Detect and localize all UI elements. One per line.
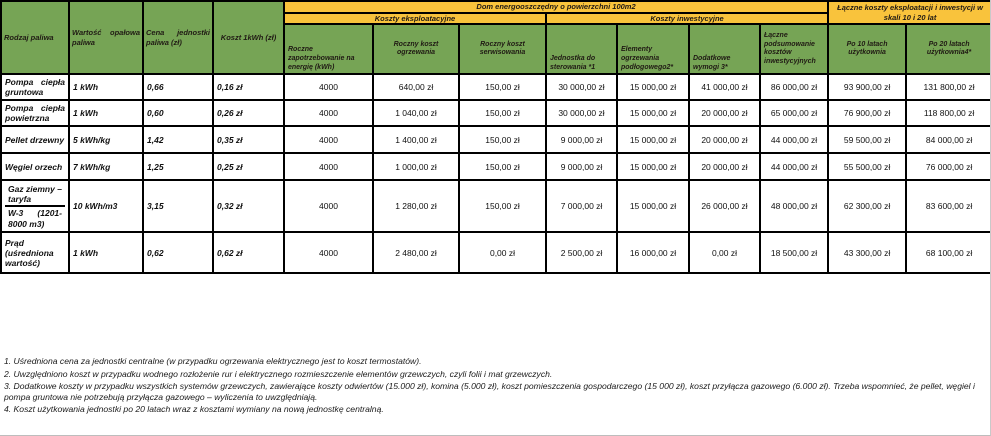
header-floor-heating: Elementy ogrzewania podłogowego2*	[617, 24, 689, 74]
cell-fuel	[1, 180, 69, 232]
cell-investment_total: 48 000,00 zł	[760, 180, 828, 232]
cell-cost_kwh: 0,32 zł	[213, 180, 284, 232]
cell-floor_heating: 15 000,00 zł	[617, 100, 689, 126]
cell-cost_kwh: 0,35 zł	[213, 126, 284, 153]
cell-cost_kwh: 0,25 zł	[213, 153, 284, 180]
cell-unit_price: 3,15	[143, 180, 213, 232]
cell-annual_energy: 4000	[284, 180, 373, 232]
header-investment-group: Koszty inwestycyjne	[546, 13, 828, 24]
header-house-group: Dom energooszczędny o powierzchni 100m2	[284, 1, 828, 13]
fuel-name-primary: Gaz ziemny – taryfa	[8, 184, 62, 205]
table-row	[1, 74, 991, 100]
header-exploitation-group: Koszty eksploatacyjne	[284, 13, 546, 24]
table-body	[1, 74, 991, 273]
cell-unit_price: 0,62	[143, 232, 213, 273]
header-after-10-years: Po 10 latach użytkownia	[828, 24, 906, 74]
header-additional-requirements: Dodatkowe wymogi 3*	[689, 24, 760, 74]
cell-heating_value: 7 kWh/kg	[69, 153, 143, 180]
cell-control_unit: 2 500,00 zł	[546, 232, 617, 273]
cell-annual_service_cost: 150,00 zł	[459, 153, 546, 180]
cell-annual_heating_cost: 640,00 zł	[373, 74, 459, 100]
cell-annual_service_cost: 150,00 zł	[459, 126, 546, 153]
header-cost-per-kwh: Koszt 1kWh (zł)	[213, 1, 284, 74]
footnote: 2. Uwzględniono koszt w przypadku wodnego rozłożenie rur i elektrycznego rozmieszczenie elementów grzewczych, czyli folii i mat grzewczych.	[4, 368, 553, 379]
cell-annual_heating_cost: 1 040,00 zł	[373, 100, 459, 126]
cell-annual_service_cost: 150,00 zł	[459, 180, 546, 232]
table-row	[1, 232, 991, 273]
cell-fuel: Pompa ciepła powietrzna	[1, 100, 69, 126]
cell-control_unit: 30 000,00 zł	[546, 74, 617, 100]
cell-after_10: 59 500,00 zł	[828, 126, 906, 153]
cell-unit_price: 0,66	[143, 74, 213, 100]
header-band-top	[1, 1, 991, 13]
header-control-unit: Jednostka do sterowania *1	[546, 24, 617, 74]
cell-floor_heating: 15 000,00 zł	[617, 126, 689, 153]
cell-unit_price: 1,25	[143, 153, 213, 180]
cell-after_20: 84 000,00 zł	[906, 126, 991, 153]
cell-heating_value: 10 kWh/m3	[69, 180, 143, 232]
cell-additional: 20 000,00 zł	[689, 153, 760, 180]
table-row	[1, 100, 991, 126]
cell-after_20: 83 600,00 zł	[906, 180, 991, 232]
cell-floor_heating: 15 000,00 zł	[617, 74, 689, 100]
cell-after_20: 131 800,00 zł	[906, 74, 991, 100]
cell-investment_total: 18 500,00 zł	[760, 232, 828, 273]
footnote: 1. Uśredniona cena za jednostki centralne (w przypadku ogrzewania elektrycznego jest to koszt termostatów).	[4, 356, 422, 367]
header-annual-service-cost: Roczny koszt serwisowania	[459, 24, 546, 74]
cell-floor_heating: 16 000,00 zł	[617, 232, 689, 273]
cell-annual_heating_cost: 2 480,00 zł	[373, 232, 459, 273]
cell-heating_value: 1 kWh	[69, 100, 143, 126]
footnote: 4. Koszt użytkowania jednostki po 20 latach wraz z kosztami wymiany na nową jednostkę centralną.	[4, 404, 384, 415]
table-row	[1, 153, 991, 180]
cell-after_10: 76 900,00 zł	[828, 100, 906, 126]
table-row	[1, 180, 991, 232]
cell-additional: 41 000,00 zł	[689, 74, 760, 100]
cell-after_10: 93 900,00 zł	[828, 74, 906, 100]
cell-annual_energy: 4000	[284, 100, 373, 126]
cell-annual_heating_cost: 1 000,00 zł	[373, 153, 459, 180]
cell-additional: 20 000,00 zł	[689, 100, 760, 126]
cell-cost_kwh: 0,26 zł	[213, 100, 284, 126]
cell-annual_energy: 4000	[284, 74, 373, 100]
cell-cost_kwh: 0,16 zł	[213, 74, 284, 100]
cell-annual_energy: 4000	[284, 126, 373, 153]
header-fuel-type: Rodzaj paliwa	[1, 1, 69, 74]
header-after-20-years: Po 20 latach użytkownia4*	[906, 24, 991, 74]
fuel-name-tariff: W-3 (1201-8000 m3)	[5, 205, 65, 229]
cell-after_10: 43 300,00 zł	[828, 232, 906, 273]
cell-heating_value: 1 kWh	[69, 232, 143, 273]
cell-fuel: Prąd (uśredniona wartość)	[1, 232, 69, 273]
cell-unit_price: 1,42	[143, 126, 213, 153]
cell-control_unit: 9 000,00 zł	[546, 126, 617, 153]
cell-investment_total: 86 000,00 zł	[760, 74, 828, 100]
header-annual-energy: Roczne zapotrzebowanie na energię (kWh)	[284, 24, 373, 74]
cell-control_unit: 30 000,00 zł	[546, 100, 617, 126]
cell-fuel: Pompa ciepła gruntowa	[1, 74, 69, 100]
cell-additional: 0,00 zł	[689, 232, 760, 273]
cell-after_20: 118 800,00 zł	[906, 100, 991, 126]
header-investment-total: Łączne podsumowanie kosztów inwestycyjnych	[760, 24, 828, 74]
header-annual-heating-cost: Roczny koszt ogrzewania	[373, 24, 459, 74]
cell-annual_energy: 4000	[284, 153, 373, 180]
cell-control_unit: 7 000,00 zł	[546, 180, 617, 232]
header-unit-price: Cena jednostki paliwa (zł)	[143, 1, 213, 74]
cell-heating_value: 1 kWh	[69, 74, 143, 100]
cell-after_20: 76 000,00 zł	[906, 153, 991, 180]
footnote: 3. Dodatkowe koszty w przypadku wszystkich systemów grzewczych, zawierające koszty odwiertów (15.000 zł), komina (5.000 zł), koszt pomieszczenia gospodarczego (15 000 zł), koszt przyłącza gazowego (6.000 zł). Trzeba wspomnieć, że pellet, węgiel i pompa gruntowa nie potrzebują przyłącza gazowego – wyliczenia to uwzględniają.	[4, 380, 975, 402]
cell-floor_heating: 15 000,00 zł	[617, 153, 689, 180]
cell-annual_energy: 4000	[284, 232, 373, 273]
cell-investment_total: 44 000,00 zł	[760, 153, 828, 180]
cell-annual_heating_cost: 1 280,00 zł	[373, 180, 459, 232]
cell-annual_service_cost: 0,00 zł	[459, 232, 546, 273]
header-heating-value: Wartość opałowa paliwa	[69, 1, 143, 74]
cell-annual_service_cost: 150,00 zł	[459, 100, 546, 126]
cell-unit_price: 0,60	[143, 100, 213, 126]
table-row	[1, 126, 991, 153]
cell-after_20: 68 100,00 zł	[906, 232, 991, 273]
cell-cost_kwh: 0,62 zł	[213, 232, 284, 273]
cell-annual_service_cost: 150,00 zł	[459, 74, 546, 100]
cell-floor_heating: 15 000,00 zł	[617, 180, 689, 232]
footnotes	[4, 356, 986, 415]
cell-after_10: 55 500,00 zł	[828, 153, 906, 180]
cell-additional: 20 000,00 zł	[689, 126, 760, 153]
cell-heating_value: 5 kWh/kg	[69, 126, 143, 153]
cell-control_unit: 9 000,00 zł	[546, 153, 617, 180]
cell-fuel: Węgiel orzech	[1, 153, 69, 180]
header-totals-group: Łączne koszty eksploatacji i inwestycji w skali 10 i 20 lat	[828, 1, 991, 24]
cell-investment_total: 65 000,00 zł	[760, 100, 828, 126]
cell-additional: 26 000,00 zł	[689, 180, 760, 232]
cell-investment_total: 44 000,00 zł	[760, 126, 828, 153]
cell-annual_heating_cost: 1 400,00 zł	[373, 126, 459, 153]
cell-fuel: Pellet drzewny	[1, 126, 69, 153]
cell-after_10: 62 300,00 zł	[828, 180, 906, 232]
